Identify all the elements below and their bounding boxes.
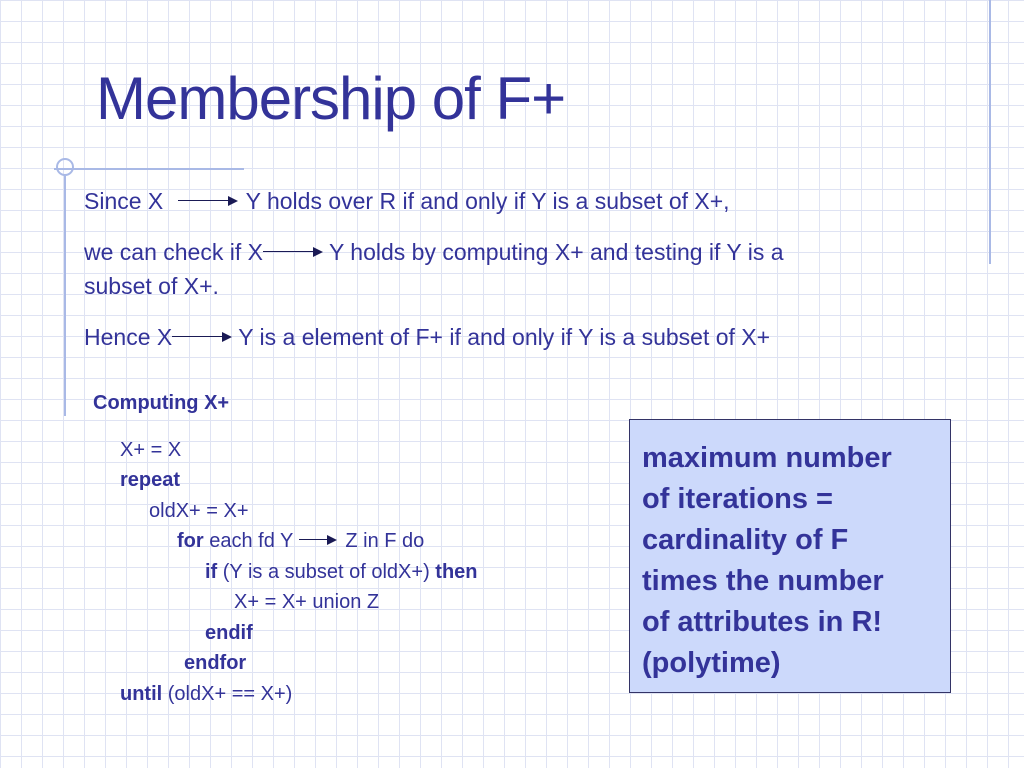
code-line-for (177, 526, 424, 556)
computing-heading: Computing X+ (93, 392, 230, 414)
code-line-assign: oldX+ = X+ (149, 500, 249, 522)
right-arrow-icon (263, 247, 323, 257)
slide-title: Membership of F+ (96, 65, 566, 132)
statement-1-rhs: Y holds over R if and only if Y is a subset of X+, (245, 188, 730, 214)
then-keyword: then (435, 561, 478, 583)
for-keyword: for (177, 530, 204, 552)
code-line-until (120, 679, 292, 709)
for-text-b: Z in F do (345, 530, 425, 552)
statement-line-1 (84, 184, 730, 218)
iterations-note-text: maximum number of iterations = cardinality of F times the number of attributes in R! (polytime) (642, 442, 892, 679)
for-text-a: each fd Y (203, 530, 294, 552)
right-vertical-rule (989, 0, 991, 264)
right-arrow-icon (299, 535, 337, 545)
statement-3-rhs: Y is a element of F+ if and only if Y is a subset of X+ (238, 324, 771, 350)
code-line-if (205, 557, 478, 587)
statement-2-rhs: Y holds by computing X+ and testing if Y is a (328, 239, 784, 265)
iterations-note-box (629, 419, 951, 693)
right-arrow-icon (178, 196, 238, 206)
statement-1-lhs: Since X (84, 188, 164, 214)
statement-line-2-cont: subset of X+. (84, 273, 219, 299)
left-vertical-rule (64, 176, 66, 416)
code-line-union: X+ = X+ union Z (234, 591, 380, 613)
code-line-repeat (120, 465, 180, 495)
statement-line-3 (84, 320, 770, 354)
repeat-keyword: repeat (120, 469, 181, 491)
statement-2-lhs: we can check if X (84, 239, 263, 265)
bullet-ring-decoration (56, 158, 74, 176)
endif-keyword: endif (205, 622, 253, 644)
if-keyword: if (205, 561, 218, 583)
code-line-init: X+ = X (120, 439, 182, 461)
until-condition: (oldX+ == X+) (162, 683, 293, 705)
code-line-endif (205, 618, 253, 648)
code-line-endfor (184, 648, 246, 678)
until-keyword: until (120, 683, 163, 705)
endfor-keyword: endfor (184, 652, 247, 674)
right-arrow-icon (172, 332, 232, 342)
statement-3-lhs: Hence X (84, 324, 173, 350)
statement-line-2 (84, 235, 784, 269)
if-condition: (Y is a subset of oldX+) (217, 561, 436, 583)
title-underline-rule (54, 168, 244, 170)
